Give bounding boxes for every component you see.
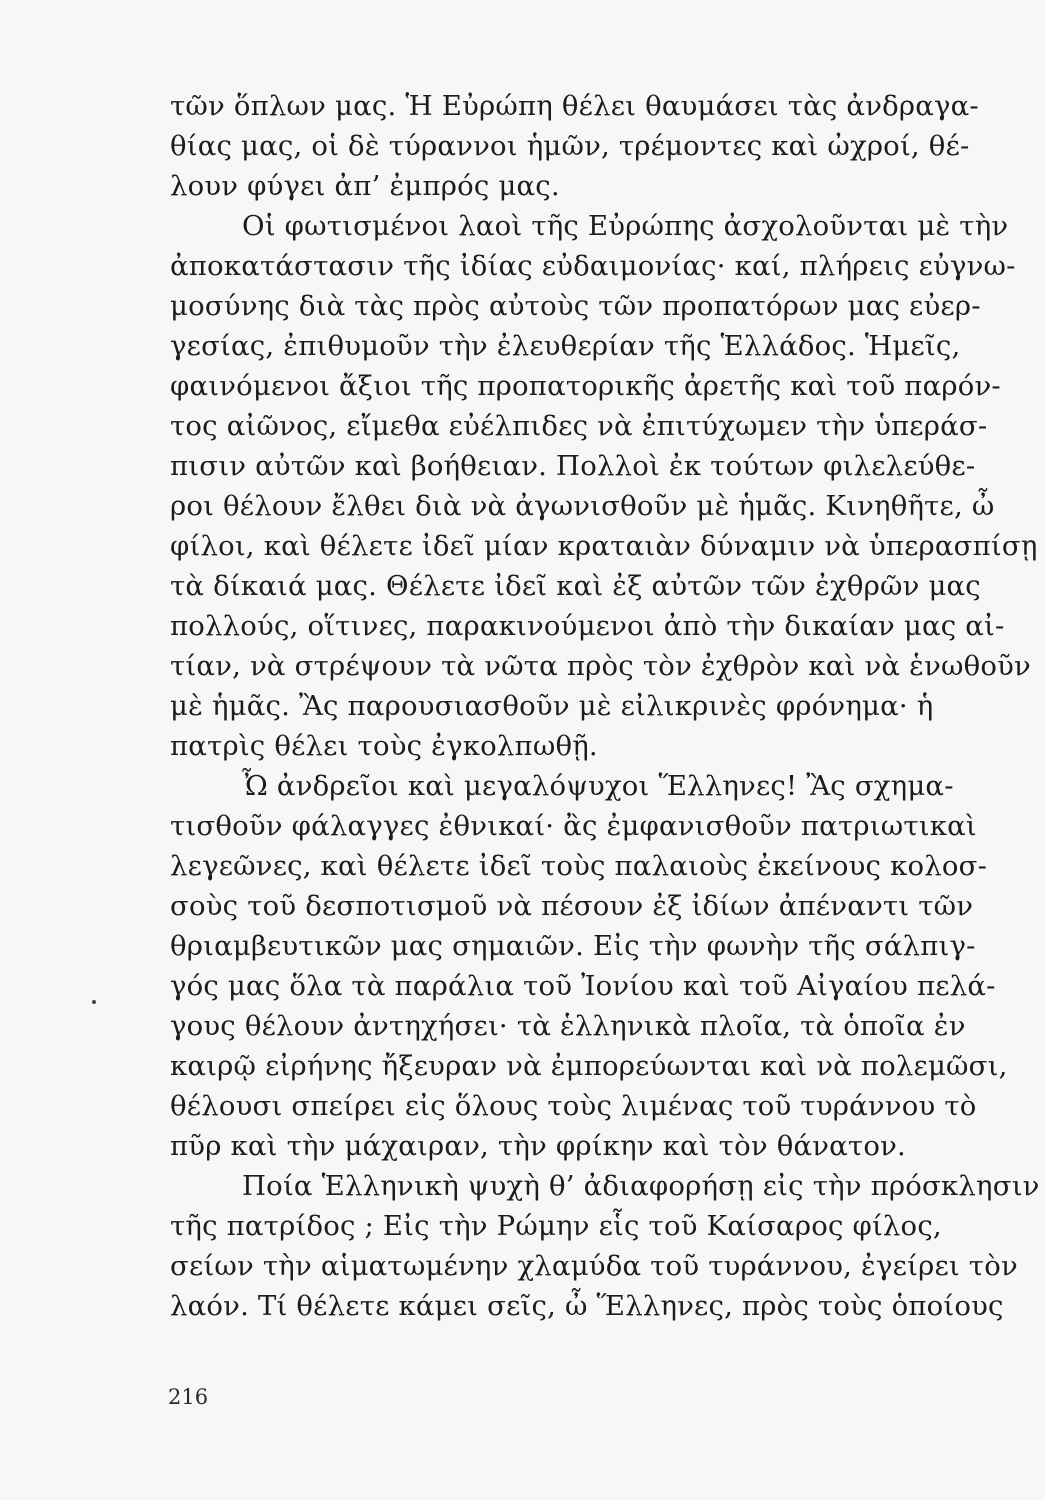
text-line: καιρῷ εἰρήνης ἤξευραν νὰ ἐμπορεύωνται καὶ νὰ πολεμῶσι,	[170, 1050, 1008, 1082]
text-line: γός μας ὅλα τὰ παράλια τοῦ Ἰονίου καὶ τοῦ Αἰγαίου πελά-	[170, 970, 996, 1002]
text-line: λαόν. Τί θέλετε κάμει σεῖς, ὦ Ἕλληνες, πρὸς τοὺς ὁποίους	[170, 1290, 1004, 1322]
text-line: λεγεῶνες, καὶ θέλετε ἰδεῖ τοὺς παλαιοὺς ἐκείνους κολοσ-	[170, 850, 988, 882]
text-line: πισιν αὐτῶν καὶ βοήθειαν. Πολλοὶ ἐκ τούτων φιλελεύθε-	[170, 450, 976, 482]
text-line: σοὺς τοῦ δεσποτισμοῦ νὰ πέσουν ἐξ ἰδίων ἀπέναντι τῶν	[170, 890, 974, 922]
text-line: ροι θέλουν ἔλθει διὰ νὰ ἀγωνισθοῦν μὲ ἡμᾶς. Κινηθῆτε, ὦ	[170, 490, 995, 522]
text-line: τῶν ὅπλων μας. Ἡ Εὐρώπη θέλει θαυμάσει τὰς ἀνδραγα-	[170, 90, 979, 122]
margin-speck	[92, 1000, 96, 1004]
text-line: γεσίας, ἐπιθυμοῦν τὴν ἐλευθερίαν τῆς Ἑλλάδος. Ἡμεῖς,	[170, 330, 961, 362]
text-line: τὰ δίκαιά μας. Θέλετε ἰδεῖ καὶ ἐξ αὐτῶν τῶν ἐχθρῶν μας	[170, 570, 981, 602]
text-line: φίλοι, καὶ θέλετε ἰδεῖ μίαν κραταιὰν δύναμιν νὰ ὑπερασπίσῃ	[170, 530, 1038, 562]
text-line: μὲ ἡμᾶς. Ἂς παρουσιασθοῦν μὲ εἰλικρινὲς φρόνημα· ἡ	[170, 690, 934, 722]
text-line: μοσύνης διὰ τὰς πρὸς αὐτοὺς τῶν προπατόρων μας εὐερ-	[170, 290, 981, 322]
text-line: λουν φύγει ἀπ’ ἐμπρός μας.	[170, 170, 560, 202]
text-line: πολλούς, οἵτινες, παρακινούμενοι ἀπὸ τὴν δικαίαν μας αἰ-	[170, 610, 1005, 642]
text-line: πατρὶς θέλει τοὺς ἐγκολπωθῇ.	[170, 730, 598, 762]
paragraph-start-line: Οἱ φωτισμένοι λαοὶ τῆς Εὐρώπης ἀσχολοῦνται μὲ τὴν	[242, 210, 1009, 242]
text-line: πῦρ καὶ τὴν μάχαιραν, τὴν φρίκην καὶ τὸν θάνατον.	[170, 1130, 906, 1162]
paragraph-start-line: Ὦ ἀνδρεῖοι καὶ μεγαλόψυχοι Ἕλληνες! Ἂς σχημα-	[242, 770, 954, 802]
text-line: τίαν, νὰ στρέψουν τὰ νῶτα πρὸς τὸν ἐχθρὸν καὶ νὰ ἑνωθοῦν	[170, 650, 1031, 682]
body-text	[170, 86, 1040, 1326]
text-line: θριαμβευτικῶν μας σημαιῶν. Εἰς τὴν φωνὴν τῆς σάλπιγ-	[170, 930, 976, 962]
text-line: θέλουσι σπείρει εἰς ὅλους τοὺς λιμένας τοῦ τυράννου τὸ	[170, 1090, 977, 1122]
text-line: φαινόμενοι ἄξιοι τῆς προπατορικῆς ἀρετῆς καὶ τοῦ παρόν-	[170, 370, 1001, 402]
text-line: θίας μας, οἱ δὲ τύραννοι ἡμῶν, τρέμοντες καὶ ὠχροί, θέ-	[170, 130, 970, 162]
text-line: τῆς πατρίδος ; Εἰς τὴν Ρώμην εἷς τοῦ Καίσαρος φίλος,	[170, 1210, 942, 1242]
text-line: τισθοῦν φάλαγγες ἐθνικαί· ἂς ἐμφανισθοῦν πατριωτικαὶ	[170, 810, 977, 842]
text-line: ἀποκατάστασιν τῆς ἰδίας εὐδαιμονίας· καί, πλήρεις εὐγνω-	[170, 250, 1016, 282]
text-line: τος αἰῶνος, εἴμεθα εὐέλπιδες νὰ ἐπιτύχωμεν τὴν ὑπεράσ-	[170, 410, 988, 442]
page-number: 216	[168, 1385, 209, 1409]
paragraph-start-line: Ποία Ἑλληνικὴ ψυχὴ θ’ ἀδιαφορήσῃ εἰς τὴν πρόσκλησιν	[242, 1170, 1040, 1202]
text-line: σείων τὴν αἱματωμένην χλαμύδα τοῦ τυράννου, ἐγείρει τὸν	[170, 1250, 1018, 1282]
text-line: γους θέλουν ἀντηχήσει· τὰ ἑλληνικὰ πλοῖα, τὰ ὁποῖα ἐν	[170, 1010, 966, 1042]
